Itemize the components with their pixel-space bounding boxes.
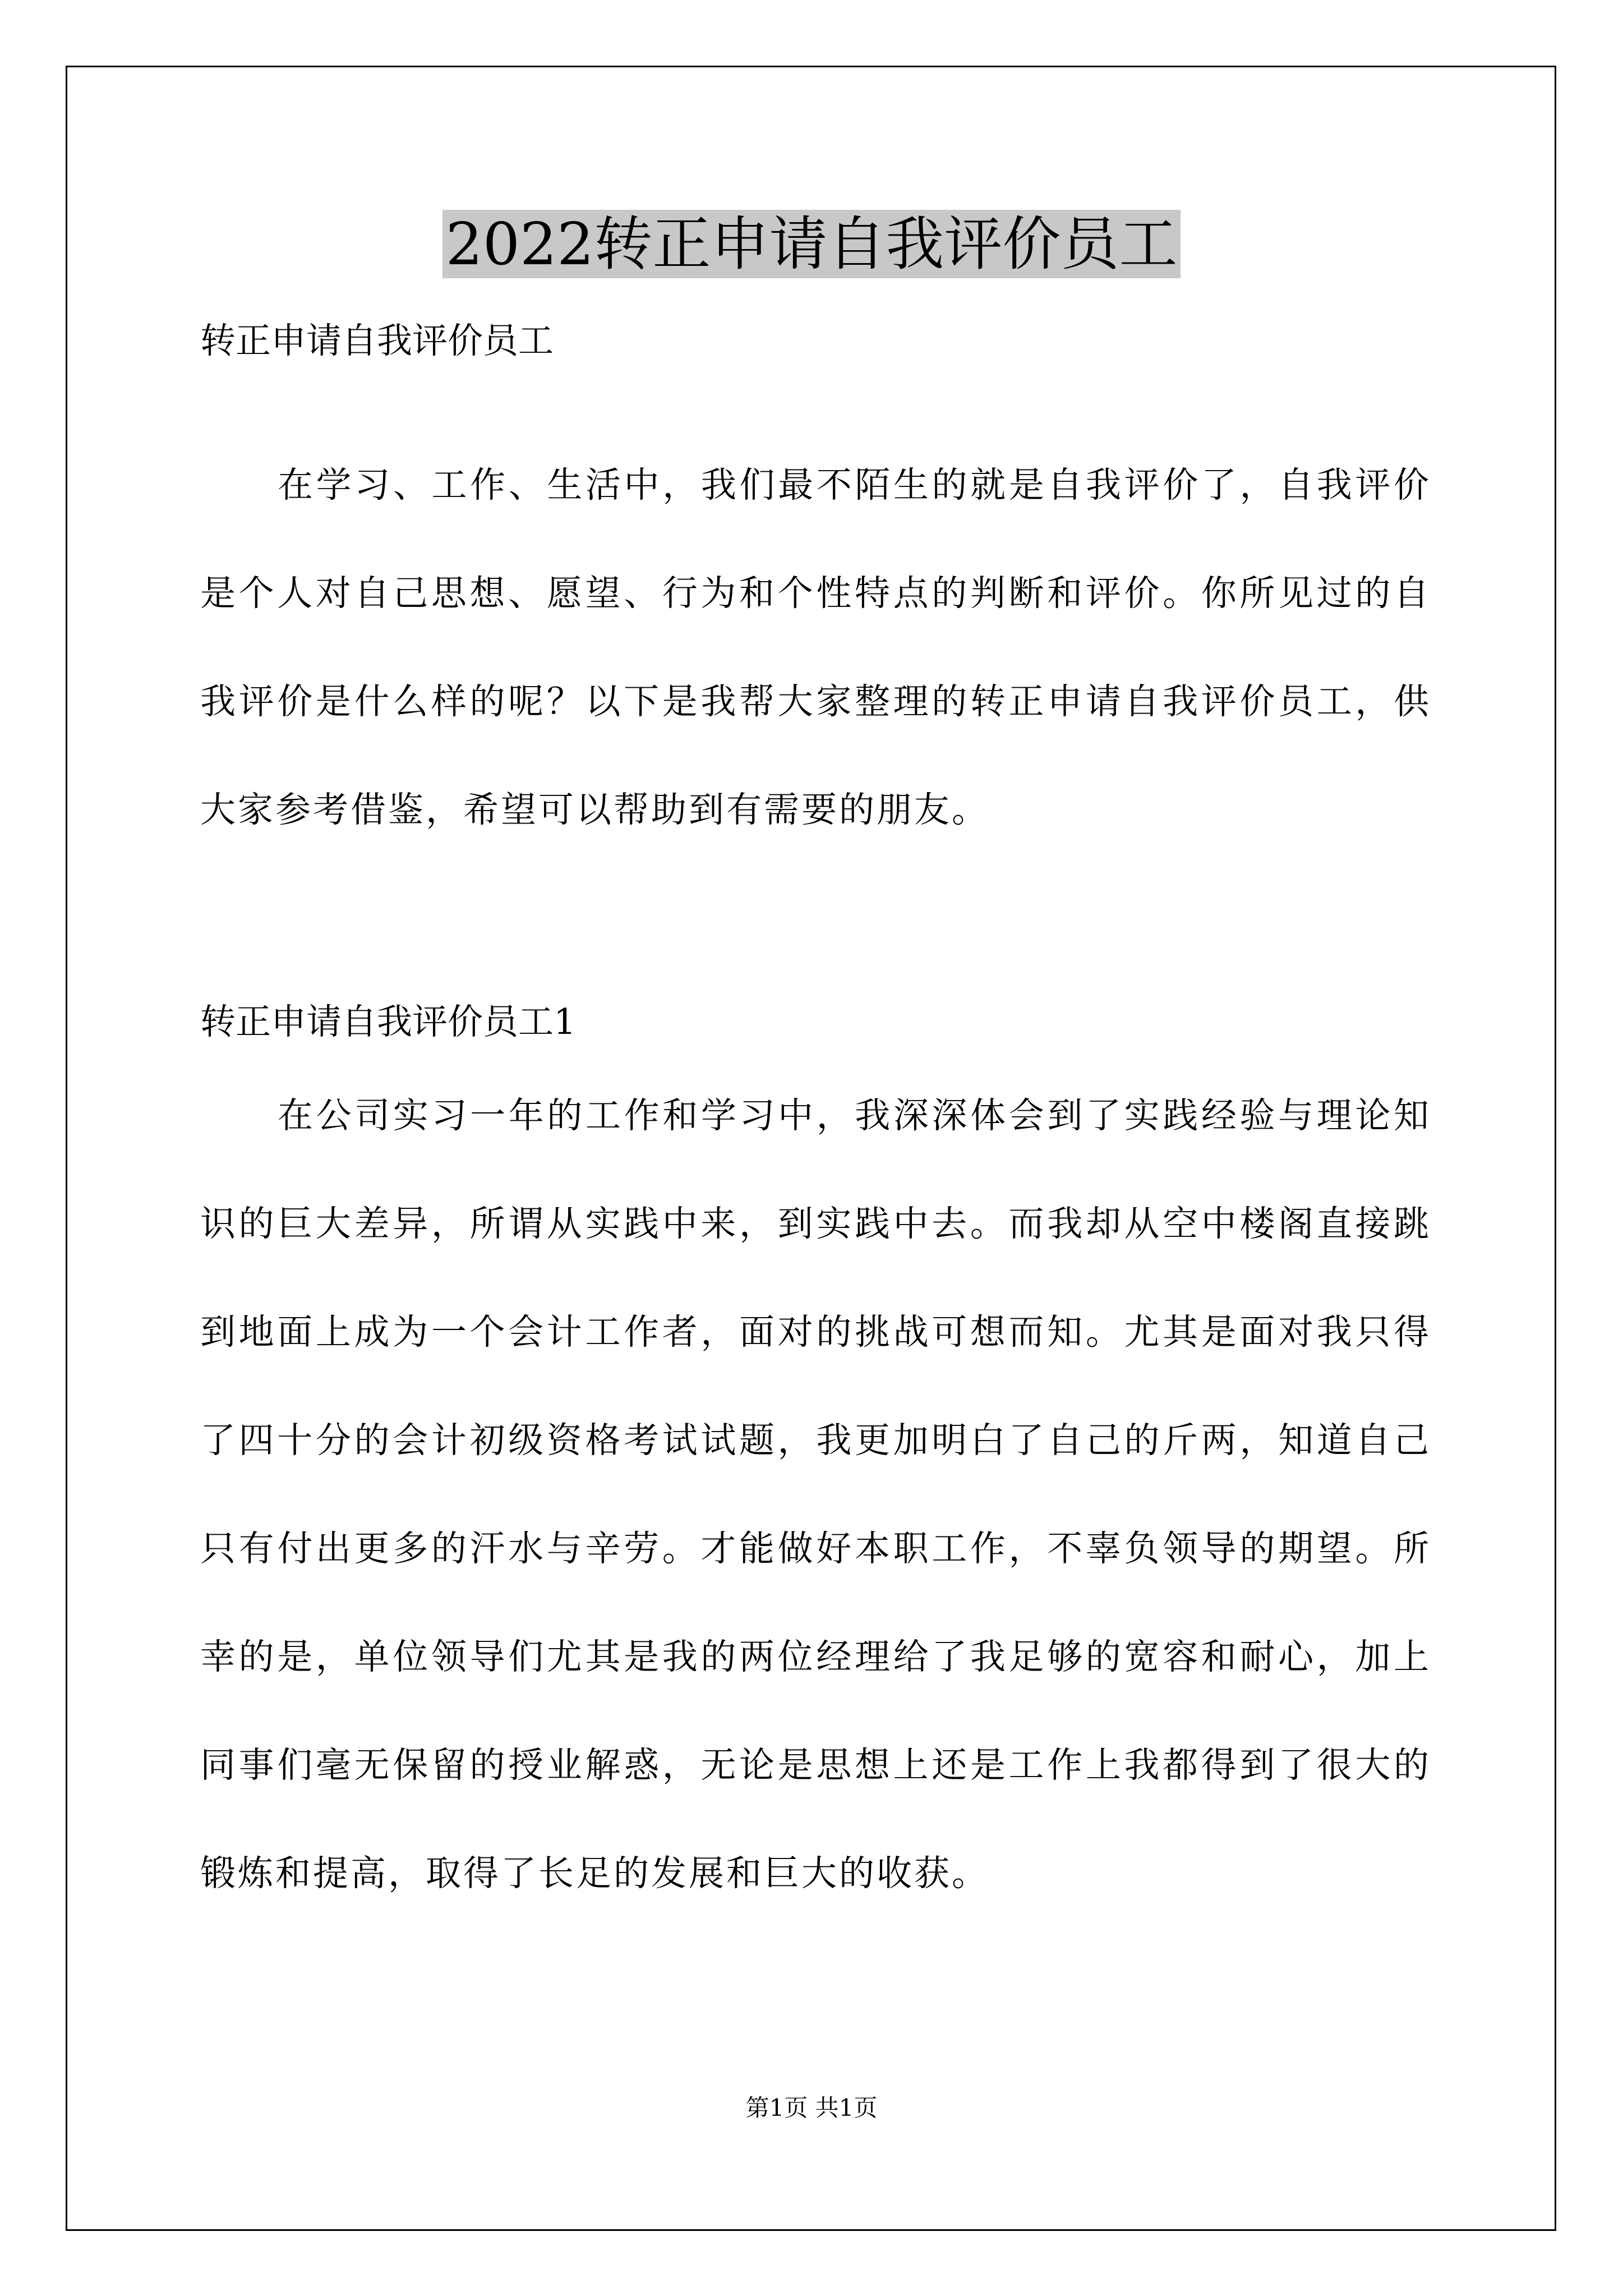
section-heading: 转正申请自我评价员工1 <box>200 1001 577 1042</box>
document-title <box>0 208 1623 280</box>
page-footer: 第1页 共1页 <box>745 2094 878 2122</box>
document-title-text: 2022转正申请自我评价员工 <box>442 210 1181 278</box>
intro-paragraph: 在学习、工作、生活中，我们最不陌生的就是自我评价了，自我评价是个人对自己思想、愿望、行为和个性特点的判断和评价。你所见过的自我评价是什么样的呢？以下是我帮大家整理的转正申请自我评价员工，供大家参考借鉴，希望可以帮助到有需要的朋友。 <box>200 464 1431 830</box>
document-subtitle: 转正申请自我评价员工 <box>200 320 554 361</box>
section-paragraph: 在公司实习一年的工作和学习中，我深深体会到了实践经验与理论知识的巨大差异，所谓从实践中来，到实践中去。而我却从空中楼阁直接跳到地面上成为一个会计工作者，面对的挑战可想而知。尤其是面对我只得了四十分的会计初级资格考试试题，我更加明白了自己的斤两，知道自己只有付出更多的汗水与辛劳。才能做好本职工作，不辜负领导的期望。所幸的是，单位领导们尤其是我的两位经理给了我足够的宽容和耐心，加上同事们毫无保留的授业解惑，无论是思想上还是工作上我都得到了很大的锻炼和提高，取得了长足的发展和巨大的收获。 <box>200 1095 1431 1894</box>
